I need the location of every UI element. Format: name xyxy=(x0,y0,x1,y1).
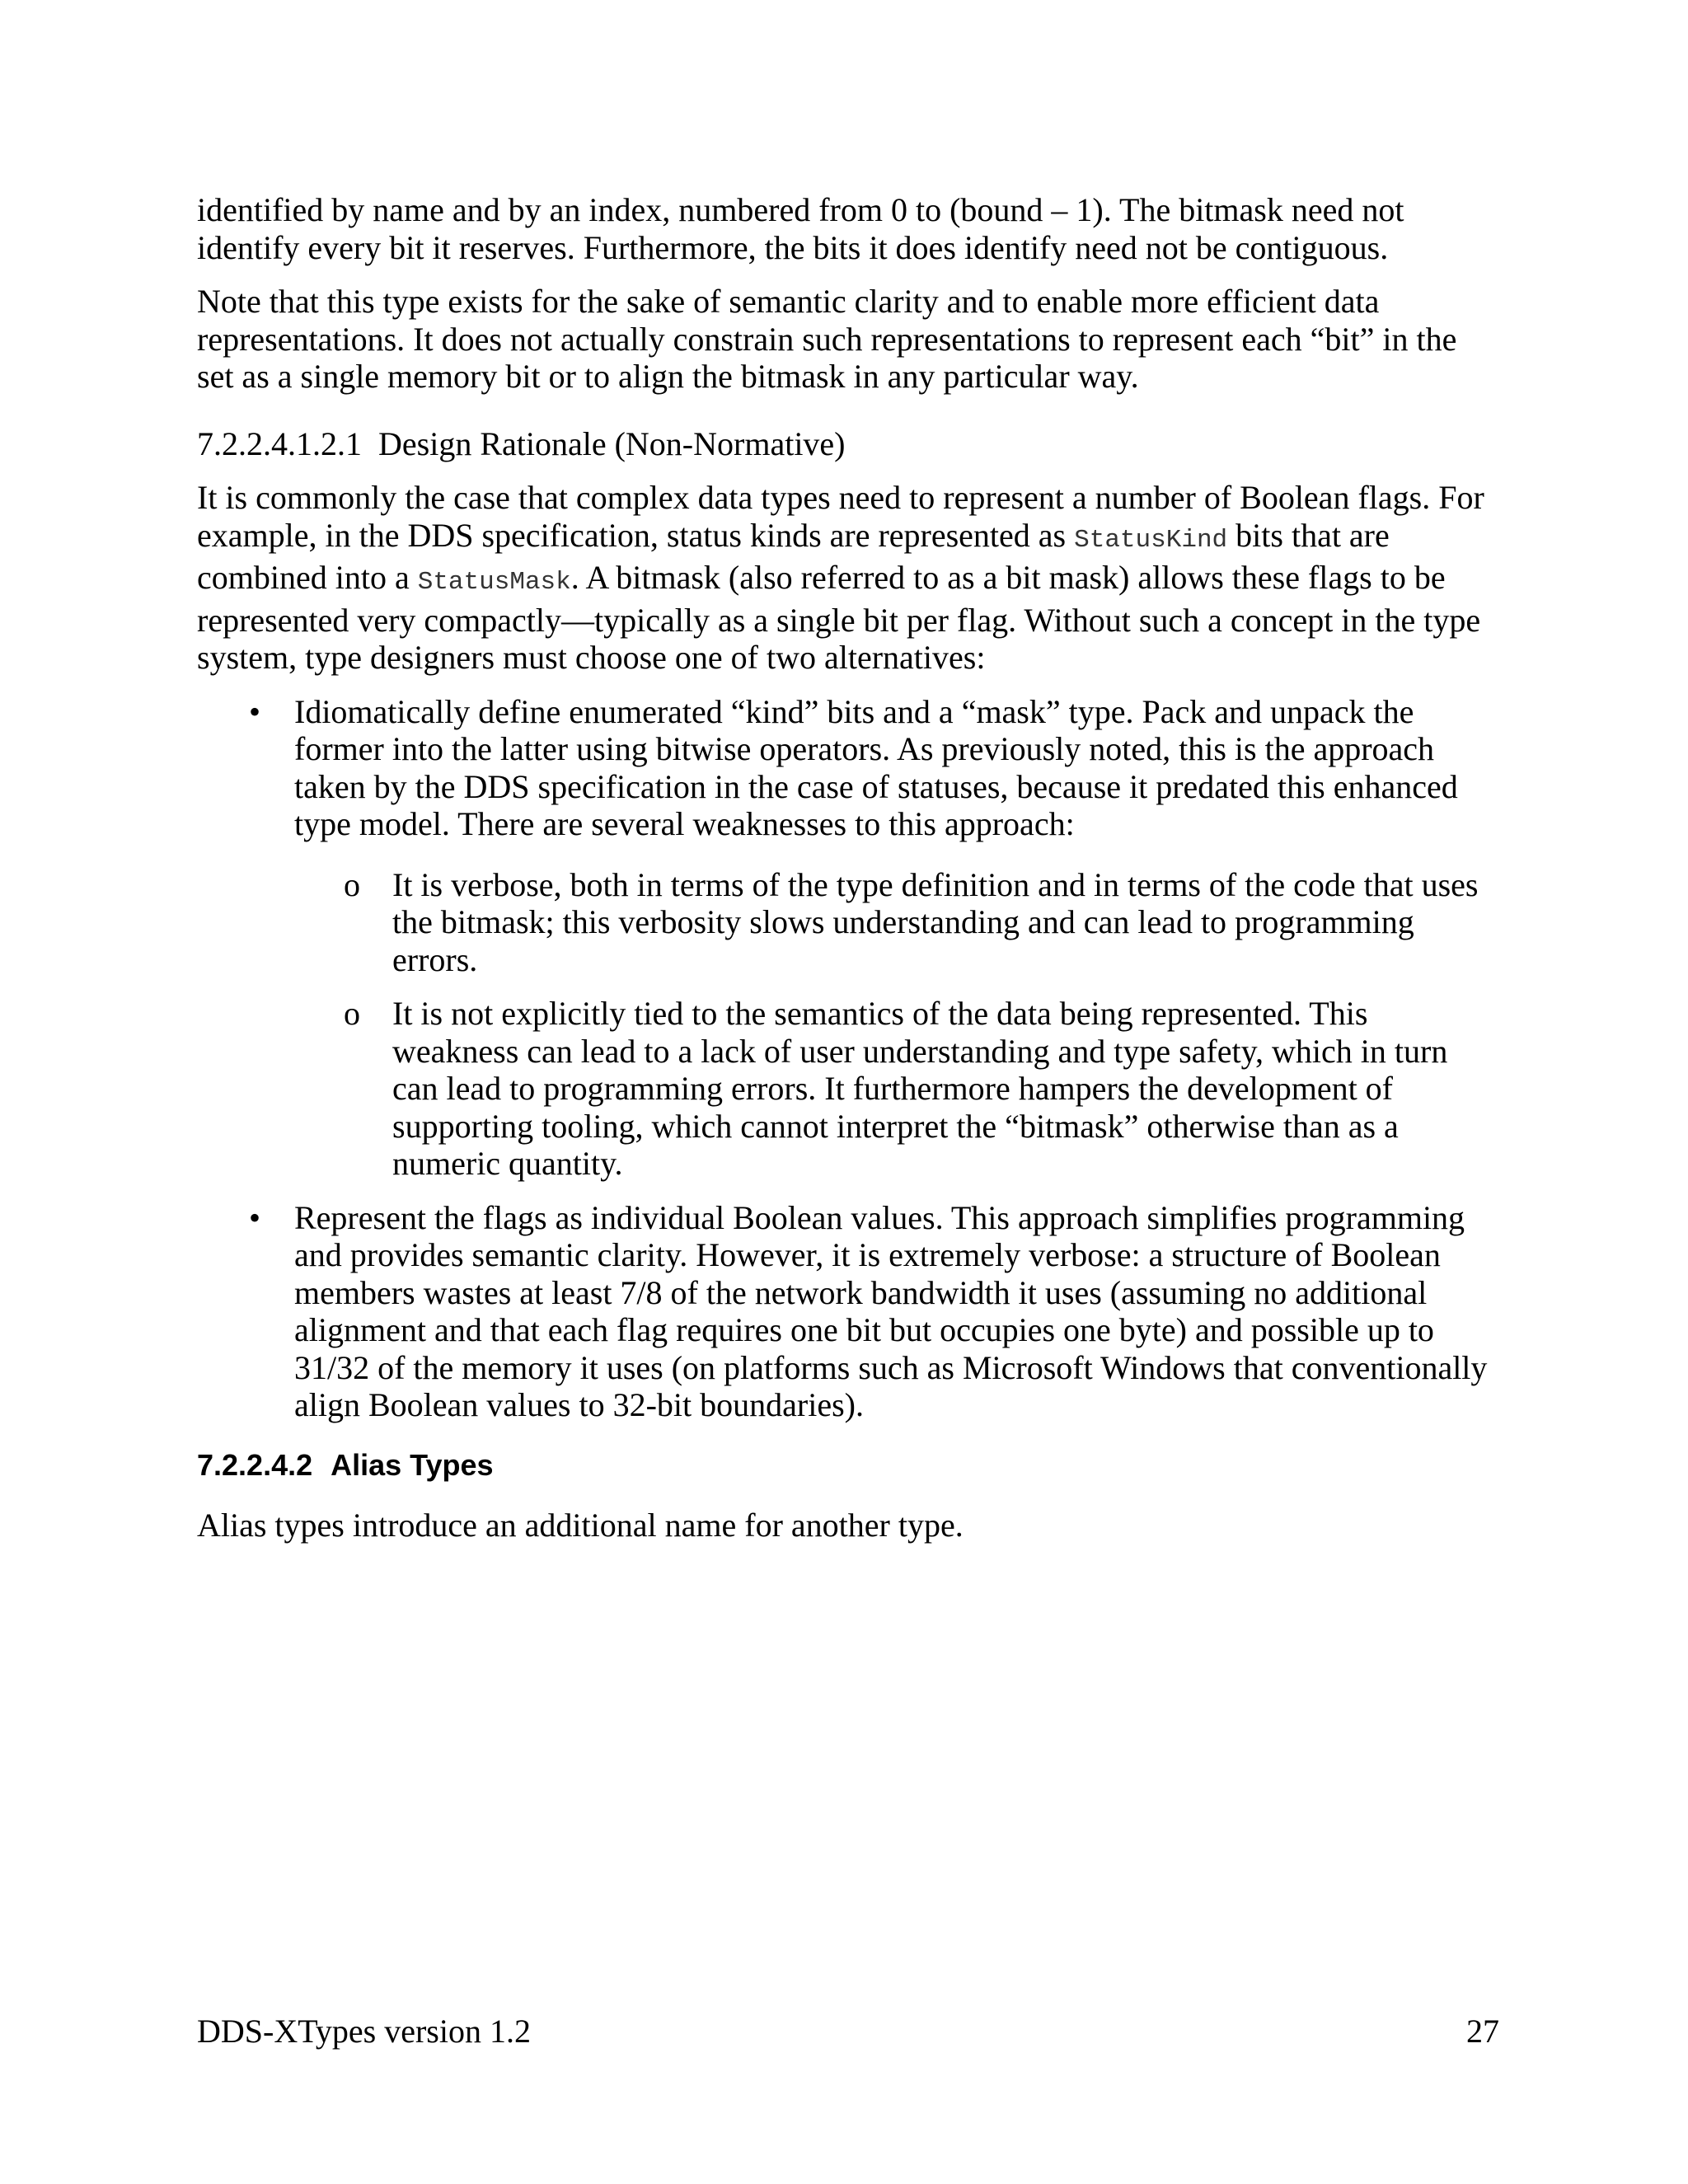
rationale-text-part-1: It is commonly the case that complex data types need to represent a number of Boolean flags. For example, in the DDS specification, status kinds are represented as xyxy=(197,479,1484,554)
paragraph-semantic-clarity-note: Note that this type exists for the sake of semantic clarity and to enable more efficient data representations. It does not actually constrain such representations to represent each “bit” in the set as a single memory bit or to align the bitmask in any particular way. xyxy=(197,283,1457,395)
sub-bullet-icon: o xyxy=(344,995,360,1032)
sub-list-item-text: It is verbose, both in terms of the type definition and in terms of the code that uses the bitmask; this verbosity slows understanding and can lead to programming errors. xyxy=(392,865,1479,978)
paragraph-alias-types: Alias types introduce an additional name for another type. xyxy=(197,1506,964,1544)
paragraph-design-rationale xyxy=(197,479,1499,677)
subsection-heading xyxy=(197,425,1499,463)
section-number: 7.2.2.4.2 xyxy=(197,1447,313,1482)
sub-list-item xyxy=(294,866,1499,979)
list-item xyxy=(197,693,1499,1183)
alternatives-list xyxy=(197,693,1499,1424)
list-item-text: Idiomatically define enumerated “kind” bits and a “mask” type. Pack and unpack the former into the latter using bitwise operators. As previously noted, this is the approach taken by the DDS specification in the case of statuses, because it predated this enhanced type model. There are several weaknesses to this approach: xyxy=(294,692,1458,842)
section-title: Alias Types xyxy=(331,1447,494,1482)
paragraph-bitmask-definition: identified by name and by an index, numbered from 0 to (bound – 1). The bitmask need not identify every bit it reserves. Furthermore, the bits it does identify need not be contiguous. xyxy=(197,191,1404,266)
weaknesses-list xyxy=(294,866,1499,1183)
list-item xyxy=(197,1199,1499,1424)
rationale-text-part-3: . A bitmask (also referred to as a bit mask) allows these flags to be represented very compactly—typically as a single bit per flag. Without such a concept in the type system, type designers must choose one of two alternatives: xyxy=(197,559,1481,676)
subsection-title: Design Rationale (Non-Normative) xyxy=(378,424,846,462)
code-statuskind: StatusKind xyxy=(1074,525,1228,555)
bullet-icon: • xyxy=(248,1198,260,1236)
footer-page-number: 27 xyxy=(1466,2013,1499,2050)
section-heading xyxy=(197,1449,1499,1482)
page-content xyxy=(197,191,1499,1560)
list-item-text: Represent the flags as individual Boolean values. This approach simplifies programming and provides semantic clarity. However, it is extremely verbose: a structure of Boolean members wastes at least 7/8 of the network bandwidth it uses (assuming no additional alignment and that each flag requires one bit but occupies one byte) and possible up to 31/32 of the memory it uses (on platforms such as Microsoft Windows that conventionally align Boolean values to 32-bit boundaries). xyxy=(294,1198,1488,1423)
sub-bullet-icon: o xyxy=(344,865,360,903)
rationale-text-part-2: bits that are combined into a xyxy=(197,516,1390,596)
subsection-number: 7.2.2.4.1.2.1 xyxy=(197,424,362,462)
footer-document-title: DDS-XTypes version 1.2 xyxy=(197,2013,531,2050)
bullet-icon: • xyxy=(248,692,260,730)
sub-list-item xyxy=(294,995,1499,1183)
sub-list-item-text: It is not explicitly tied to the semantics of the data being represented. This weakness can lead to a lack of user understanding and type safety, which in turn can lead to programming errors. It furthermore hampers the development of supporting tooling, which cannot interpret the “bitmask” otherwise than as a numeric quantity. xyxy=(392,995,1448,1182)
code-statusmask: StatusMask xyxy=(417,568,571,597)
